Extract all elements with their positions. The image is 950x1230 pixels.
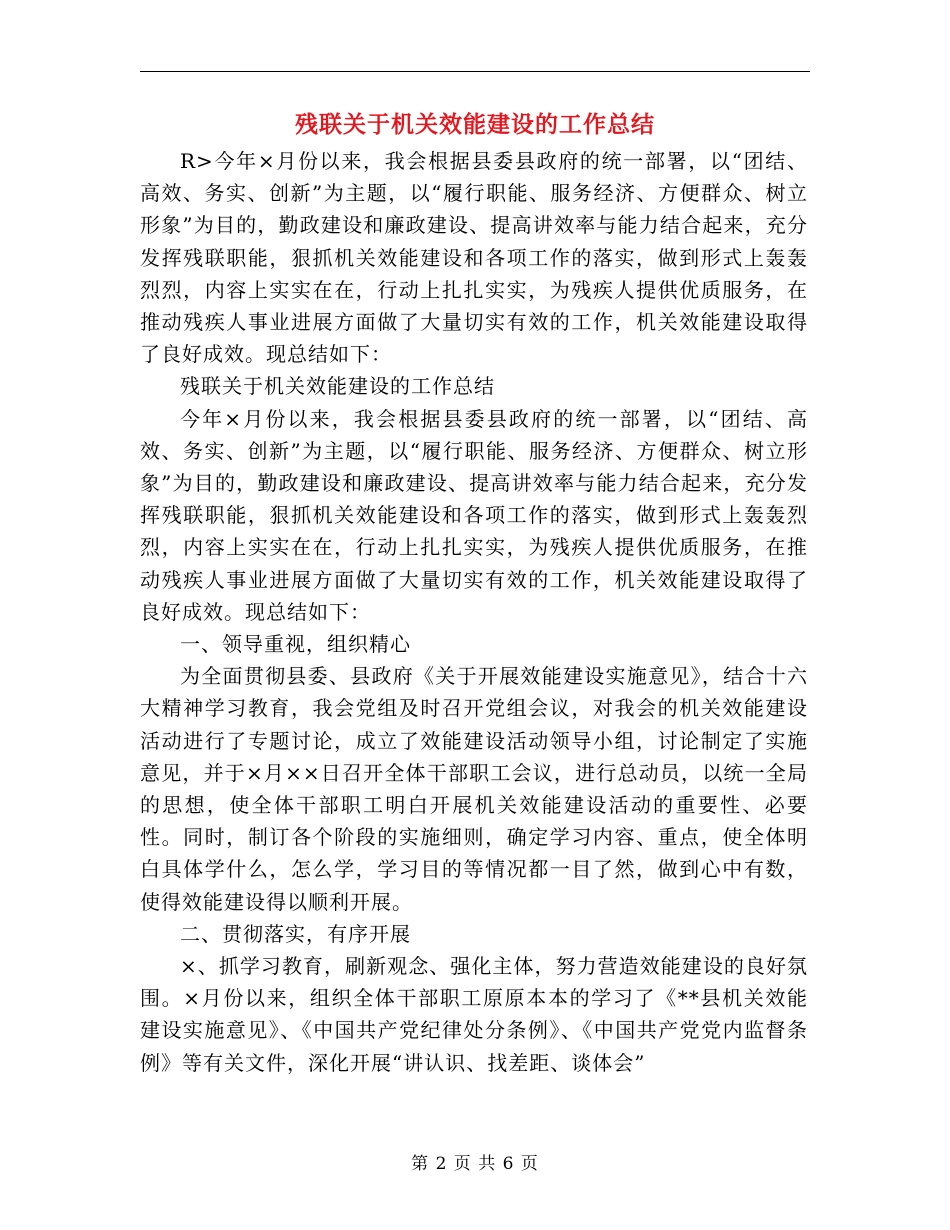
section-heading-1: 一、领导重视，组织精心 <box>180 632 411 657</box>
document-body <box>140 145 808 1079</box>
paragraph-section-2: ×、抓学习教育，刷新观念、强化主体，努力营造效能建设的良好氛围。×月份以来，组织全体干部职工原原本本的学习了《**县机关效能建设实施意见》、《中国共产党纪律处分条例》、《中国共产党党内监督条例》等有关文件，深化开展“讲认识、找差距、谈体会” <box>140 954 808 1075</box>
paragraph-section-1: 为全面贯彻县委、县政府《关于开展效能建设实施意见》，结合十六大精神学习教育，我会党组及时召开党组会议，对我会的机关效能建设活动进行了专题讨论，成立了效能建设活动领导小组，讨论制定了实施意见，并于×月××日召开全体干部职工会议，进行总动员，以统一全局的思想，使全体干部职工明白开展机关效能建设活动的重要性、必要性。同时，制订各个阶段的实施细则，确定学习内容、重点，使全体明白具体学什么，怎么学，学习目的等情况都一目了然，做到心中有数，使得效能建设得以顺利开展。 <box>140 664 808 914</box>
page-number: 第 2 页 共 6 页 <box>411 1154 539 1174</box>
document-title: 残联关于机关效能建设的工作总结 <box>295 111 655 138</box>
section-heading-2: 二、贯彻落实，有序开展 <box>180 921 411 946</box>
paragraph-intro-repeat: 今年×月份以来，我会根据县委县政府的统一部署，以“团结、高效、务实、创新”为主题，以“履行职能、服务经济、方便群众、树立形象”为目的，勤政建设和廉政建设、提高讲效率与能力结合起来，充分发挥残联职能，狠抓机关效能建设和各项工作的落实，做到形式上轰轰烈烈，内容上实实在在，行动上扎扎实实，为残疾人提供优质服务，在推动残疾人事业进展方面做了大量切实有效的工作，机关效能建设取得了良好成效。现总结如下： <box>140 406 808 624</box>
paragraph-intro: R>今年×月份以来，我会根据县委县政府的统一部署，以“团结、高效、务实、创新”为主题，以“履行职能、服务经济、方便群众、树立形象”为目的，勤政建设和廉政建设、提高讲效率与能力结合起来，充分发挥残联职能，狠抓机关效能建设和各项工作的落实，做到形式上轰轰烈烈，内容上实实在在，行动上扎扎实实，为残疾人提供优质服务，在推动残疾人事业进展方面做了大量切实有效的工作，机关效能建设取得了良好成效。现总结如下： <box>140 149 808 367</box>
paragraph-subtitle: 残联关于机关效能建设的工作总结 <box>180 374 495 399</box>
header-rule <box>140 71 810 72</box>
